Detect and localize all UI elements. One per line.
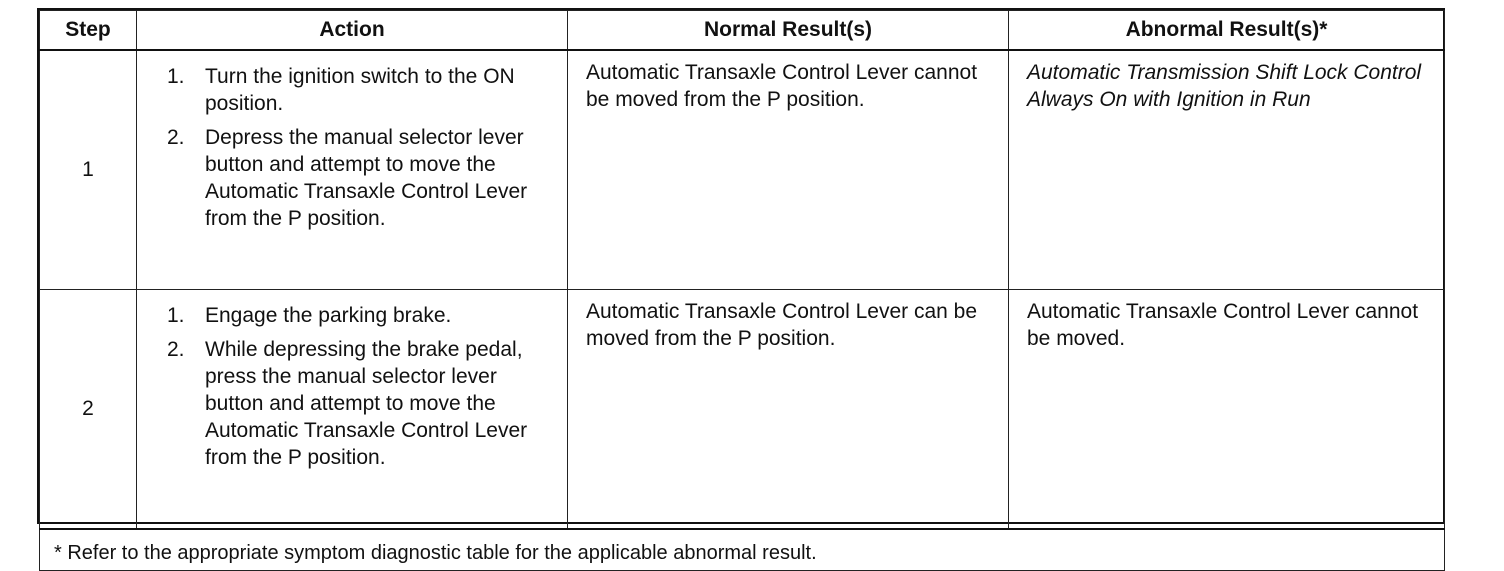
abnormal-result: Automatic Transaxle Control Lever cannot be moved. xyxy=(1009,290,1445,530)
action-item xyxy=(167,336,559,471)
table-row xyxy=(40,290,1445,530)
diagnostic-table xyxy=(39,10,1445,571)
action-item-text: Depress the manual selector lever button and attempt to move the Automatic Transaxle Control Lever from the P position. xyxy=(205,126,528,230)
normal-result: Automatic Transaxle Control Lever can be moved from the P position. xyxy=(568,290,1009,530)
header-normal-results: Normal Result(s) xyxy=(568,11,1009,51)
action-list xyxy=(167,302,559,471)
action-item xyxy=(167,124,559,232)
normal-result: Automatic Transaxle Control Lever cannot be moved from the P position. xyxy=(568,50,1009,290)
action-item xyxy=(167,302,559,329)
footnote: * Refer to the appropriate symptom diagnostic table for the applicable abnormal result. xyxy=(40,529,1445,571)
action-item xyxy=(167,63,559,117)
action-cell xyxy=(137,290,568,530)
header-row xyxy=(40,11,1445,51)
abnormal-result: Automatic Transmission Shift Lock Control Always On with Ignition in Run xyxy=(1009,50,1445,290)
action-item-number: 2. xyxy=(167,126,185,149)
table-row xyxy=(40,50,1445,290)
action-item-number: 1. xyxy=(167,304,185,327)
action-item-text: Engage the parking brake. xyxy=(205,304,452,327)
diagnostic-table-frame xyxy=(37,8,1445,564)
header-action: Action xyxy=(137,11,568,51)
header-abnormal-results: Abnormal Result(s)* xyxy=(1009,11,1445,51)
action-item-number: 1. xyxy=(167,65,185,88)
step-number: 2 xyxy=(40,290,137,530)
footnote-row xyxy=(40,529,1445,571)
action-item-text: Turn the ignition switch to the ON position. xyxy=(205,65,515,115)
action-list xyxy=(167,63,559,232)
step-number: 1 xyxy=(40,50,137,290)
action-cell xyxy=(137,50,568,290)
action-item-number: 2. xyxy=(167,338,185,361)
header-step: Step xyxy=(40,11,137,51)
action-item-text: While depressing the brake pedal, press the manual selector lever button and attempt to move the Automatic Transaxle Control Lever from the P position. xyxy=(205,338,528,469)
